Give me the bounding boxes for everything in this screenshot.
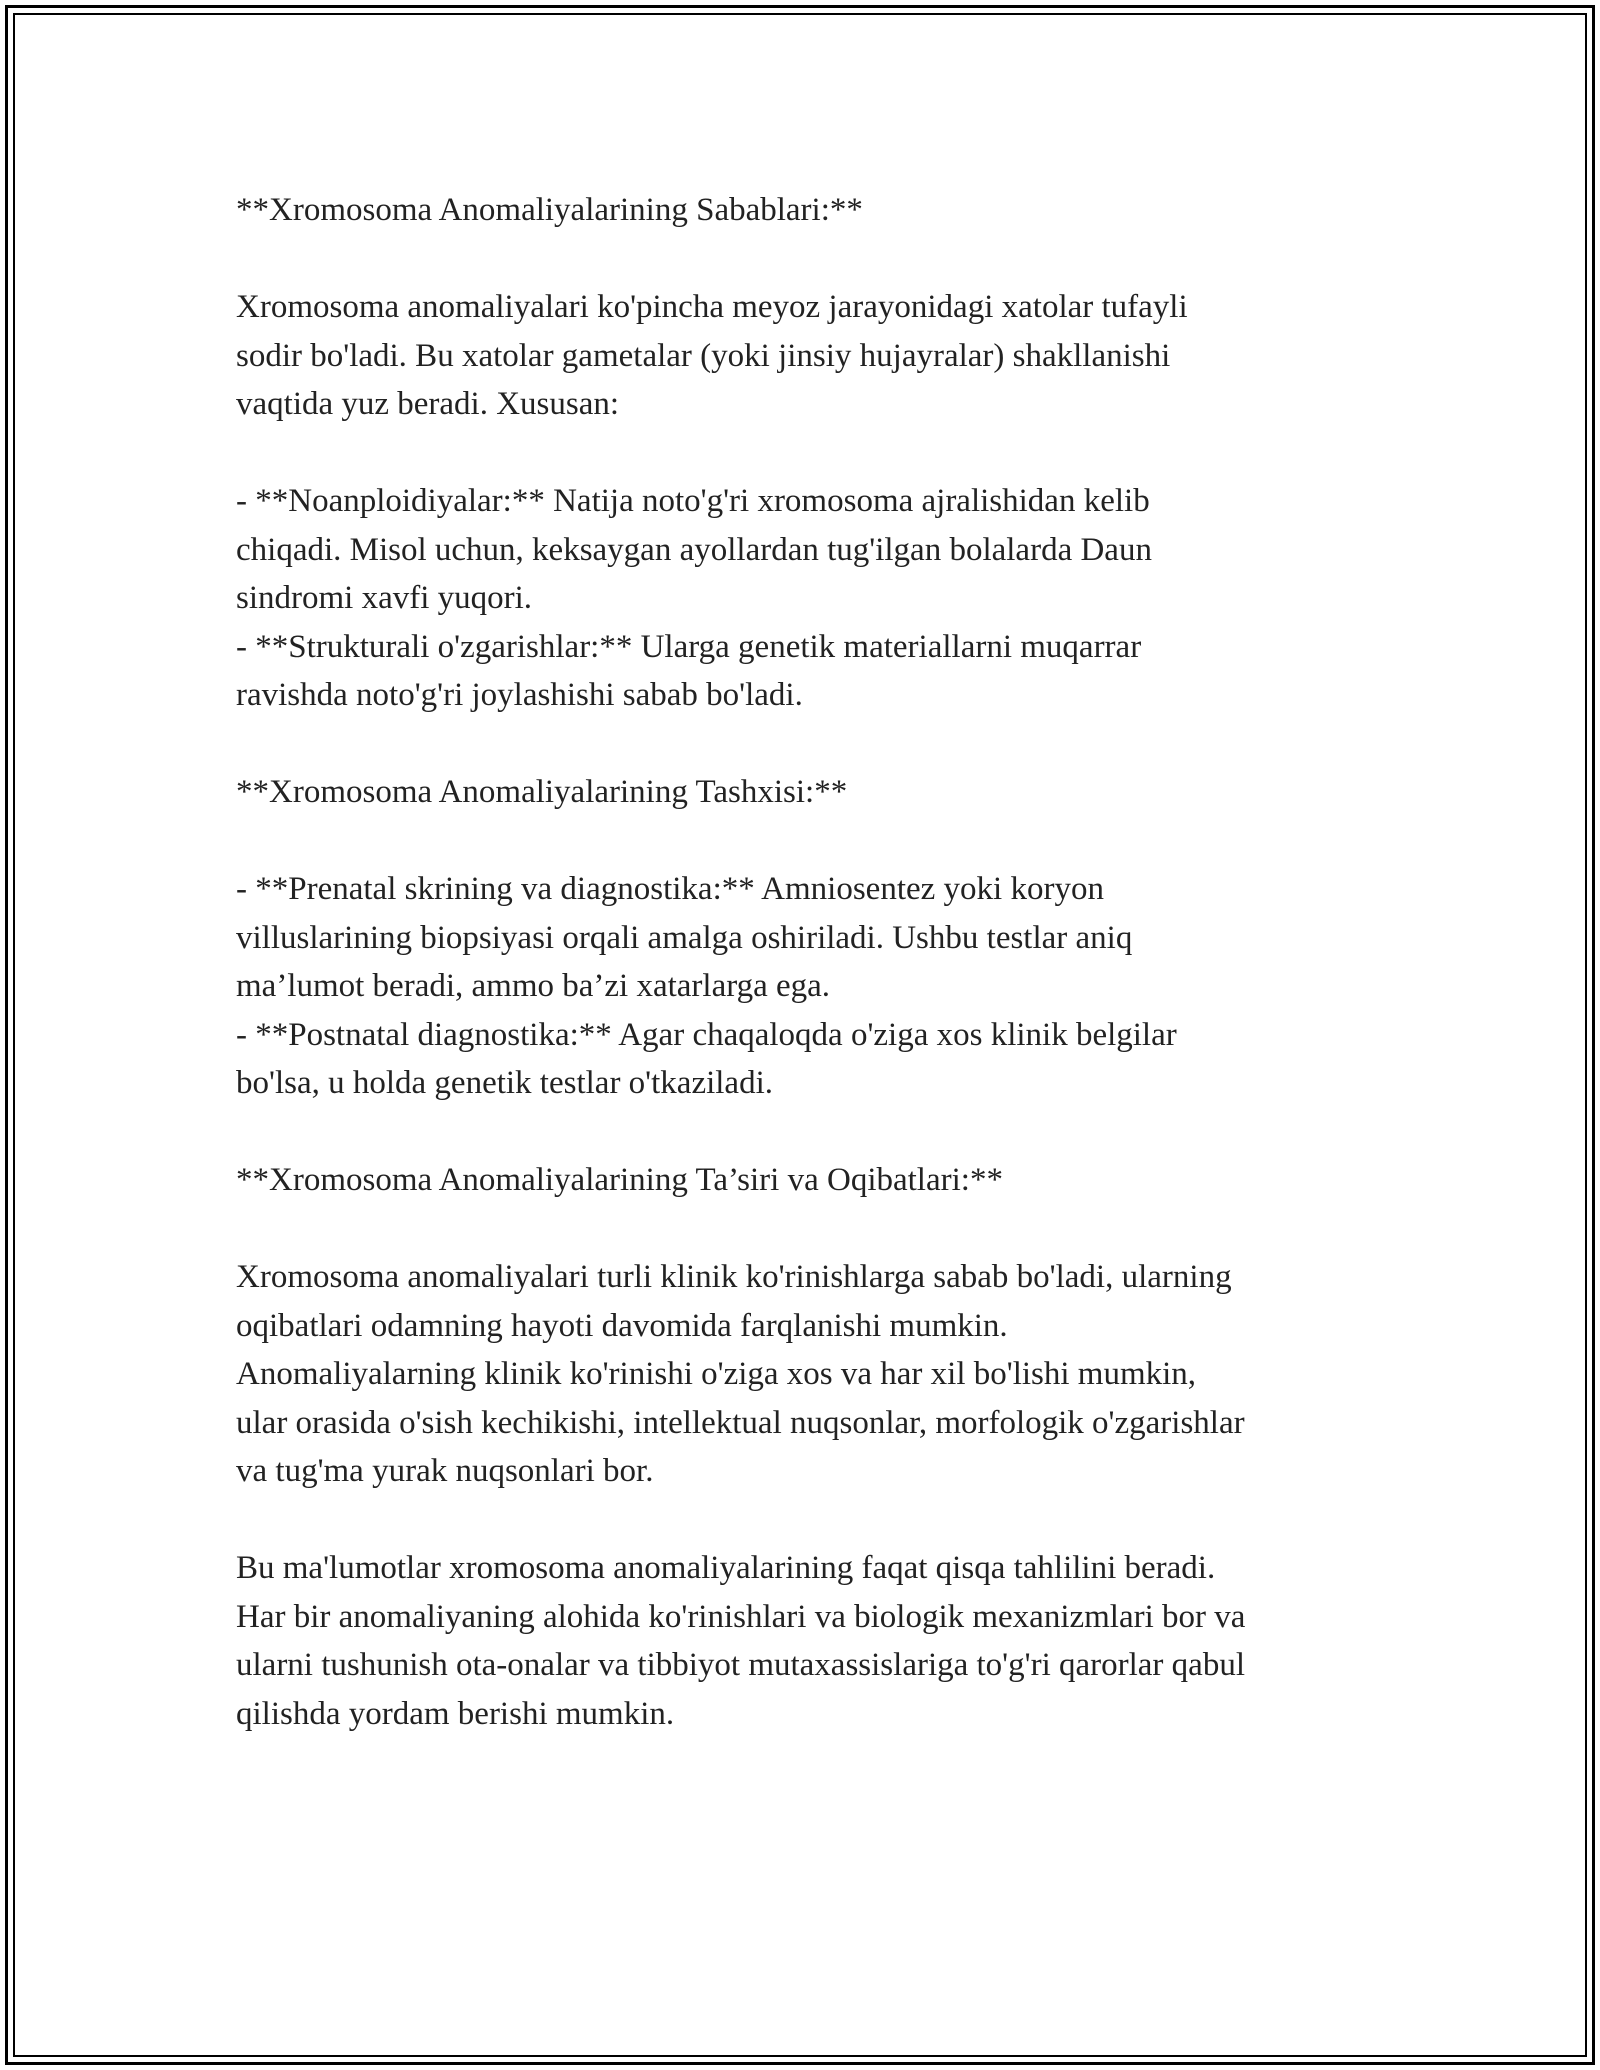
document-body bbox=[236, 186, 1376, 1738]
list-item-line: bo'lsa, u holda genetik testlar o'tkaziladi. bbox=[236, 1065, 773, 1101]
paragraph-line: va tug'ma yurak nuqsonlari bor. bbox=[236, 1453, 654, 1489]
list-item-line: sindromi xavfi yuqori. bbox=[236, 580, 533, 616]
list-item-strukturali bbox=[236, 623, 1376, 720]
list-item-line: - **Prenatal skrining va diagnostika:** Amniosentez yoki koryon bbox=[236, 871, 1104, 907]
list-item-line: ma’lumot beradi, ammo ba’zi xatarlarga ega. bbox=[236, 968, 831, 1004]
heading-effects bbox=[236, 1156, 1376, 1205]
heading-effects-text: **Xromosoma Anomaliyalarining Ta’siri va Oqibatlari:** bbox=[236, 1162, 1003, 1198]
paragraph-line: ularni tushunish ota-onalar va tibbiyot mutaxassislariga to'g'ri qarorlar qabul bbox=[236, 1647, 1245, 1683]
paragraph-line: ular orasida o'sish kechikishi, intellektual nuqsonlar, morfologik o'zgarishlar bbox=[236, 1404, 1245, 1441]
list-item-line: villuslarining biopsiyasi orqali amalga oshiriladi. Ushbu testlar aniq bbox=[236, 919, 1133, 956]
paragraph-line: Xromosoma anomaliyalari turli klinik ko'rinishlarga sabab bo'ladi, ularning bbox=[236, 1259, 1232, 1295]
paragraph-line: Bu ma'lumotlar xromosoma anomaliyalarining faqat qisqa tahlilini beradi. bbox=[236, 1550, 1216, 1586]
list-item-line: chiqadi. Misol uchun, keksaygan ayollardan tug'ilgan bolalarda Daun bbox=[236, 531, 1152, 568]
heading-causes-text: **Xromosoma Anomaliyalarining Sabablari:** bbox=[236, 192, 863, 228]
list-item-line: ravishda noto'g'ri joylashishi sabab bo'ladi. bbox=[236, 677, 803, 713]
list-item-line: - **Strukturali o'zgarishlar:** Ularga genetik materiallarni muqarrar bbox=[236, 628, 1142, 665]
intro-paragraph bbox=[236, 283, 1376, 429]
paragraph-line: qilishda yordam berishi mumkin. bbox=[236, 1695, 675, 1732]
list-item-prenatal bbox=[236, 865, 1376, 1011]
paragraph-line: Anomaliyalarning klinik ko'rinishi o'ziga xos va har xil bo'lishi mumkin, bbox=[236, 1356, 1197, 1392]
paragraph-line: vaqtida yuz beradi. Xususan: bbox=[236, 386, 620, 422]
list-item-line: - **Postnatal diagnostika:** Agar chaqaloqda o'ziga xos klinik belgilar bbox=[236, 1016, 1177, 1053]
conclusion-paragraph bbox=[236, 1544, 1376, 1738]
paragraph-line: sodir bo'ladi. Bu xatolar gametalar (yoki jinsiy hujayralar) shakllanishi bbox=[236, 337, 1171, 374]
paragraph-line: Xromosoma anomaliyalari ko'pincha meyoz jarayonidagi xatolar tufayli bbox=[236, 289, 1188, 325]
heading-diagnosis bbox=[236, 768, 1376, 817]
list-item-noanploidiyalar bbox=[236, 477, 1376, 623]
causes-list bbox=[236, 477, 1376, 720]
heading-diagnosis-text: **Xromosoma Anomaliyalarining Tashxisi:** bbox=[236, 774, 848, 810]
list-item-line: - **Noanploidiyalar:** Natija noto'g'ri xromosoma ajralishidan kelib bbox=[236, 483, 1150, 519]
heading-causes bbox=[236, 186, 1376, 235]
diagnosis-list bbox=[236, 865, 1376, 1108]
paragraph-line: oqibatlari odamning hayoti davomida farqlanishi mumkin. bbox=[236, 1307, 1008, 1344]
paragraph-line: Har bir anomaliyaning alohida ko'rinishlari va biologik mexanizmlari bor va bbox=[236, 1598, 1246, 1635]
list-item-postnatal bbox=[236, 1011, 1376, 1108]
effects-paragraph bbox=[236, 1253, 1376, 1496]
